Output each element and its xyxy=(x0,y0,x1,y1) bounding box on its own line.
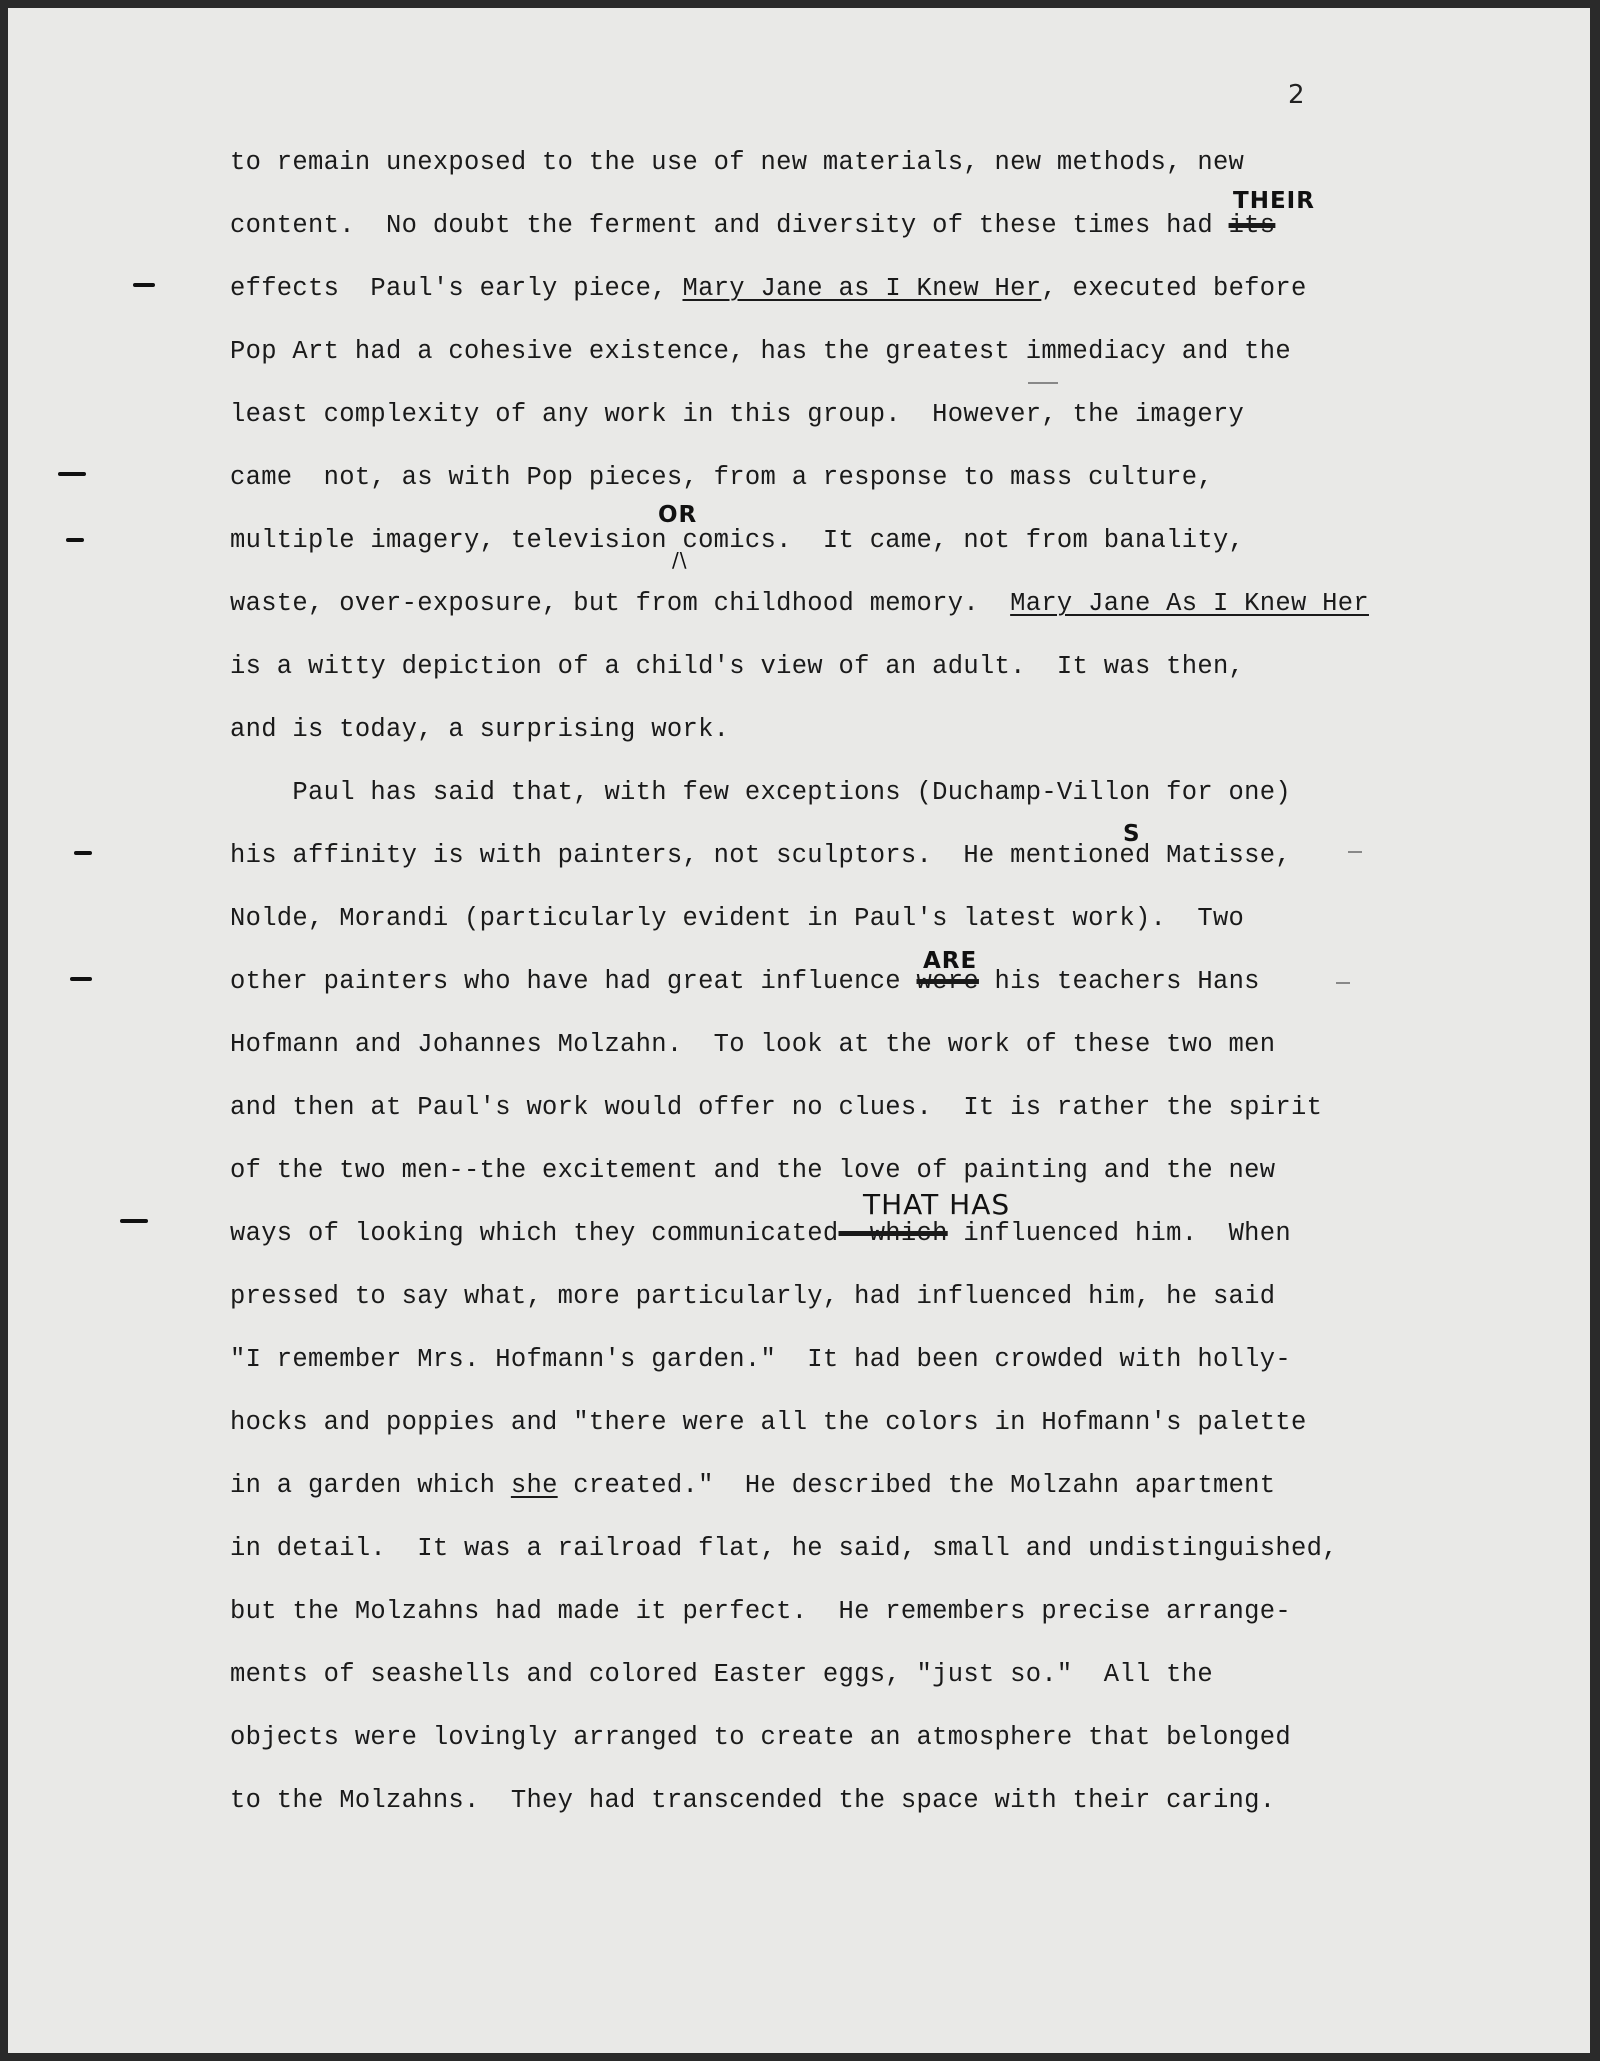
text-line: and then at Paul's work would offer no clues. It is rather the spirit xyxy=(230,1093,1323,1122)
handwritten-correction: S xyxy=(1123,821,1141,847)
text-segment: content. No doubt the ferment and diversity of these times had xyxy=(230,211,1229,240)
struck-word: --which xyxy=(838,1219,948,1248)
handwritten-correction: OR xyxy=(658,502,698,528)
margin-mark xyxy=(74,851,92,855)
text-segment: his teachers Hans xyxy=(978,967,1260,996)
text-segment: , executed before xyxy=(1041,274,1307,303)
underlined-word: she xyxy=(510,1471,558,1500)
text-line: came not, as with Pop pieces, from a response to mass culture, xyxy=(230,463,1213,492)
text-segment: influenced him. When xyxy=(947,1219,1291,1248)
text-line: his affinity is with painters, not sculptors. He mentioned Matisse, xyxy=(230,841,1291,870)
text-line: multiple imagery, television comics. It came, not from banality, xyxy=(230,526,1245,555)
text-line: objects were lovingly arranged to create an atmosphere that belonged xyxy=(230,1723,1291,1752)
text-line: to remain unexposed to the use of new materials, new methods, new xyxy=(230,148,1245,177)
text-line: least complexity of any work in this group. However, the imagery xyxy=(230,400,1245,429)
text-line: ments of seashells and colored Easter eggs, "just so." All the xyxy=(230,1660,1213,1689)
text-segment: other painters who have had great influence xyxy=(230,967,917,996)
text-line: in detail. It was a railroad flat, he said, small and undistinguished, xyxy=(230,1534,1338,1563)
margin-mark xyxy=(70,977,92,981)
caret-mark: /\ xyxy=(672,548,688,572)
text-line: Nolde, Morandi (particularly evident in Paul's latest work). Two xyxy=(230,904,1245,933)
artwork-title: Mary Jane As I Knew Her xyxy=(1010,589,1369,618)
page-number: 2 xyxy=(1288,80,1305,110)
text-line: to the Molzahns. They had transcended the space with their caring. xyxy=(230,1786,1276,1815)
document-page xyxy=(8,8,1590,2053)
struck-word: its xyxy=(1228,211,1276,240)
text-line xyxy=(230,1219,1291,1248)
margin-mark xyxy=(120,1219,148,1223)
text-segment: effects Paul's early piece, xyxy=(230,274,683,303)
handwritten-correction: THEIR xyxy=(1233,188,1315,214)
text-segment: ways of looking which they communicated xyxy=(230,1219,839,1248)
text-line: of the two men--the excitement and the love of painting and the new xyxy=(230,1156,1276,1185)
stray-mark xyxy=(1336,982,1350,984)
stray-mark xyxy=(1028,382,1058,384)
margin-mark xyxy=(133,283,155,287)
text-line xyxy=(230,967,1260,996)
text-line: hocks and poppies and "there were all the colors in Hofmann's palette xyxy=(230,1408,1307,1437)
margin-mark xyxy=(58,472,86,476)
margin-mark xyxy=(66,538,84,542)
handwritten-correction: ARE xyxy=(923,948,978,974)
text-line xyxy=(230,211,1275,240)
text-line: is a witty depiction of a child's view of an adult. It was then, xyxy=(230,652,1245,681)
text-segment: waste, over-exposure, but from childhood memory. xyxy=(230,589,1011,618)
text-line: "I remember Mrs. Hofmann's garden." It had been crowded with holly- xyxy=(230,1345,1291,1374)
text-line: Hofmann and Johannes Molzahn. To look at the work of these two men xyxy=(230,1030,1276,1059)
text-line: but the Molzahns had made it perfect. He remembers precise arrange- xyxy=(230,1597,1291,1626)
text-line: Paul has said that, with few exceptions (Duchamp-Villon for one) xyxy=(230,778,1291,807)
text-segment: created." He described the Molzahn apartment xyxy=(557,1471,1276,1500)
stray-mark xyxy=(1348,851,1362,853)
handwritten-correction: THAT HAS xyxy=(863,1188,1011,1221)
text-line xyxy=(230,589,1369,618)
text-line: Pop Art had a cohesive existence, has the greatest immediacy and the xyxy=(230,337,1291,366)
text-line: pressed to say what, more particularly, had influenced him, he said xyxy=(230,1282,1276,1311)
text-line xyxy=(230,1471,1275,1500)
text-line xyxy=(230,274,1307,303)
text-segment: in a garden which xyxy=(230,1471,511,1500)
text-line: and is today, a surprising work. xyxy=(230,715,730,744)
struck-word: were xyxy=(916,967,979,996)
artwork-title: Mary Jane as I Knew Her xyxy=(682,274,1042,303)
